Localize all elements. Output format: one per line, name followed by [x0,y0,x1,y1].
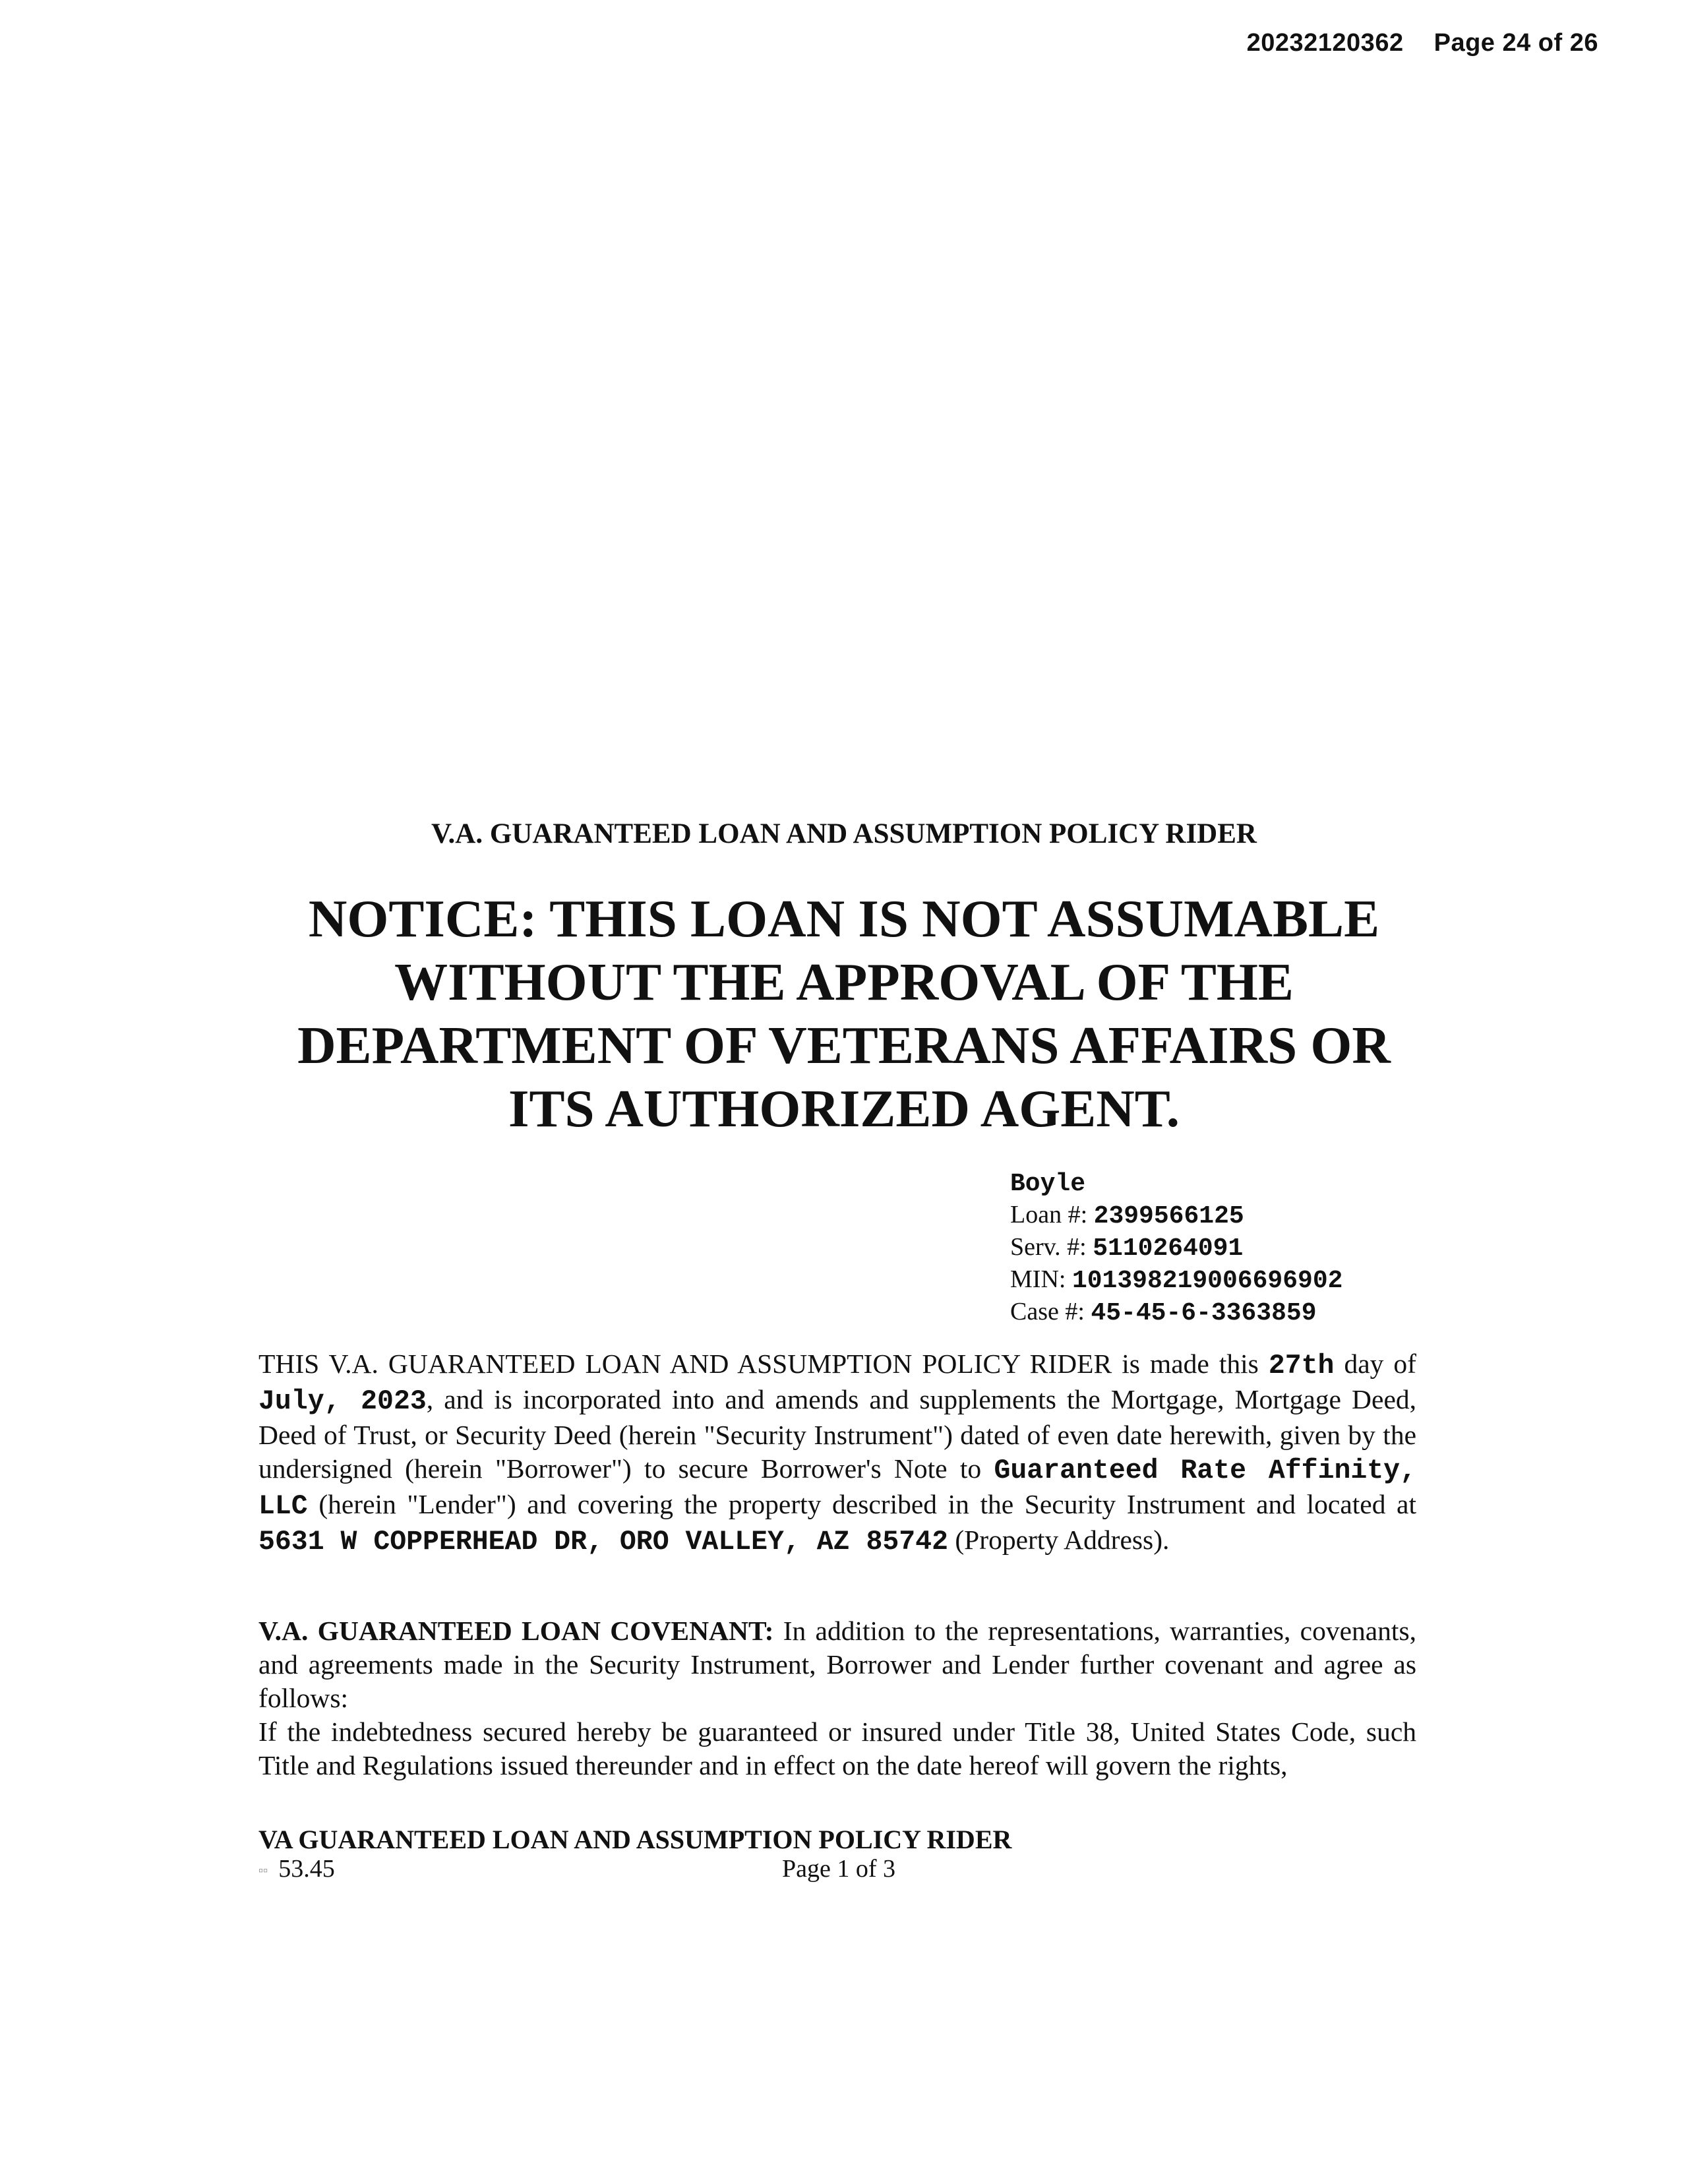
loan-info-block [1010,1167,1342,1329]
assumption-notice [0,887,1688,1140]
case-number: 45-45-6-3363859 [1091,1299,1317,1327]
lender-name: Guaranteed Rate Affinity, LLC [258,1455,1416,1522]
covenant-section [258,1614,1416,1782]
notice-line: NOTICE: THIS LOAN IS NOT ASSUMABLE [308,889,1380,948]
rider-day: 27th [1268,1350,1335,1381]
recording-header [1247,29,1598,57]
min-number: 101398219006696902 [1071,1267,1343,1295]
page-counter: Page 24 of 26 [1433,29,1598,57]
document-number: 20232120362 [1246,29,1404,57]
min-number-row: MIN: 101398219006696902 [1010,1265,1343,1295]
notice-line: WITHOUT THE APPROVAL OF THE [394,952,1294,1012]
form-number: 53.45 [278,1855,335,1883]
notice-line: ITS AUTHORIZED AGENT. [508,1079,1180,1138]
case-number-row: Case #: 45-45-6-3363859 [1010,1298,1317,1327]
serv-number: 5110264091 [1093,1234,1244,1263]
property-address: 5631 W COPPERHEAD DR, ORO VALLEY, AZ 85742 [258,1527,948,1558]
rider-month-year: July, 2023 [258,1386,427,1417]
serv-number-row: Serv. #: 5110264091 [1010,1233,1244,1263]
covenant-intro: In addition to the representations, warranties, covenants, and agreements made in the Security Instrument, Borrower and Lender further covenant and agree as follows: [258,1616,1416,1713]
footer-title: VA GUARANTEED LOAN AND ASSUMPTION POLICY RIDER [258,1825,1012,1854]
borrower-name: Boyle [1010,1170,1086,1198]
loan-number-row: Loan #: 2399566125 [1010,1201,1244,1230]
covenant-heading: V.A. GUARANTEED LOAN COVENANT: [258,1616,774,1646]
rider-title: V.A. GUARANTEED LOAN AND ASSUMPTION POLICY RIDER [431,818,1257,849]
covenant-text: If the indebtedness secured hereby be guaranteed or insured under Title 38, United States Code, such Title and Regulations issued thereunder and in effect on the date hereof will govern the rights, [258,1716,1416,1780]
form-mark-icon: ▫▫ [258,1863,268,1878]
notice-line: DEPARTMENT OF VETERANS AFFAIRS OR [297,1016,1391,1075]
footer-form [258,1854,335,1883]
rider-intro-paragraph: THIS V.A. GUARANTEED LOAN AND ASSUMPTION POLICY RIDER is made this 27th day of July, 2023, and is incorporated into and amends and supplements the Mortgage, Mortgage Deed, Deed of Trust, or Security Deed (herein "Security Instrument") dated of even date herewith, given by the undersigned (herein "Borrower") to secure Borrower's Note to Guaranteed Rate Affinity, LLC (herein "Lender") and covering the property described in the Security Instrument and located at 5631 W COPPERHEAD DR, ORO VALLEY, AZ 85742 (Property Address). [258,1349,1416,1558]
footer-page-number: Page 1 of 3 [782,1855,896,1883]
loan-number: 2399566125 [1093,1202,1244,1230]
